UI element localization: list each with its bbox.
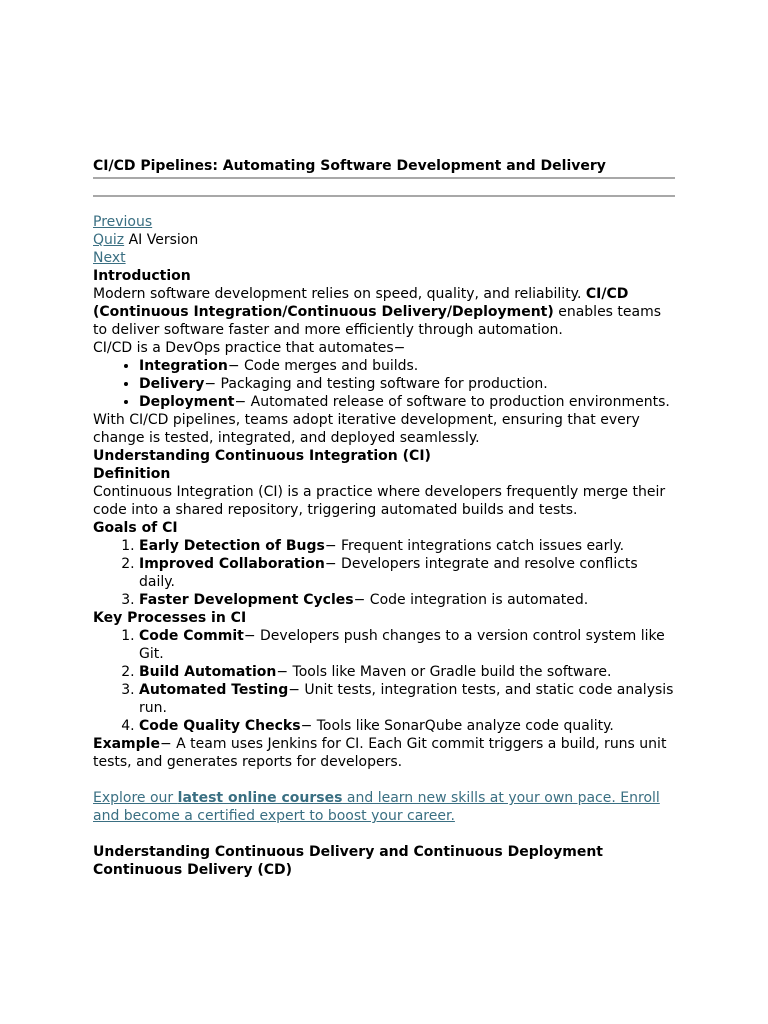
list-item-text: − Frequent integrations catch issues early. — [324, 538, 625, 554]
ci-definition-text: Continuous Integration (CI) is a practice where developers frequently merge their code into a shared repository, triggering automated builds and tests. — [93, 484, 666, 518]
list-item-text: − Code merges and builds. — [227, 358, 419, 374]
list-item-term: Improved Collaboration — [139, 556, 325, 572]
promo-text-a: Explore our — [93, 790, 178, 806]
list-item — [139, 681, 675, 717]
promo-paragraph — [93, 789, 675, 825]
list-item-term: Delivery — [139, 376, 205, 392]
list-item-text: − Packaging and testing software for production. — [204, 376, 548, 392]
ci-example — [93, 735, 675, 771]
ci-processes-heading: Key Processes in CI — [93, 610, 247, 626]
list-item — [139, 555, 675, 591]
ci-definition-heading: Definition — [93, 466, 171, 482]
list-item — [139, 663, 675, 681]
promo-link[interactable] — [93, 790, 660, 824]
list-item-text: − Tools like Maven or Gradle build the software. — [276, 664, 612, 680]
quiz-link[interactable]: Quiz — [93, 232, 125, 248]
promo-text-bold: latest online courses — [177, 790, 343, 806]
list-item-text: − Tools like SonarQube analyze code quality. — [300, 718, 614, 734]
list-item-term: Code Quality Checks — [139, 718, 301, 734]
intro-bullet-list — [93, 357, 675, 411]
ci-goals-list — [93, 537, 675, 609]
list-item-text: − Developers push changes to a version control system like Git. — [139, 628, 665, 662]
intro-text-b: enables teams to deliver software faster and more efficiently through automation. — [93, 304, 662, 338]
nav-previous-row — [93, 213, 675, 231]
nav-next-row — [93, 249, 675, 267]
example-text: − A team uses Jenkins for CI. Each Git commit triggers a build, runs unit tests, and generates reports for developers. — [93, 736, 667, 770]
list-item — [139, 393, 675, 411]
list-item-text: − Code integration is automated. — [353, 592, 589, 608]
ai-version-label: AI Version — [124, 232, 199, 248]
intro-heading: Introduction — [93, 268, 191, 284]
intro-text-bold: CI/CD (Continuous Integration/Continuous Delivery/Deployment) — [93, 286, 629, 320]
page-title: CI/CD Pipelines: Automating Software Development and Delivery — [93, 158, 606, 174]
list-item-text: − Developers integrate and resolve conflicts daily. — [139, 556, 638, 590]
ci-goals-heading: Goals of CI — [93, 520, 178, 536]
ci-heading: Understanding Continuous Integration (CI) — [93, 448, 431, 464]
list-item-term: Deployment — [139, 394, 235, 410]
nav-divider — [93, 195, 675, 197]
intro-automates: CI/CD is a DevOps practice that automates− — [93, 340, 406, 356]
previous-link[interactable]: Previous — [93, 214, 153, 230]
list-item-text: − Unit tests, integration tests, and static code analysis run. — [139, 682, 674, 716]
list-item-term: Early Detection of Bugs — [139, 538, 325, 554]
list-item-term: Integration — [139, 358, 228, 374]
list-item — [139, 591, 675, 609]
list-item-term: Automated Testing — [139, 682, 289, 698]
next-link[interactable]: Next — [93, 250, 126, 266]
list-item-term: Faster Development Cycles — [139, 592, 354, 608]
intro-text-a: Modern software development relies on speed, quality, and reliability. — [93, 286, 586, 302]
title-divider — [93, 177, 675, 179]
list-item-term: Code Commit — [139, 628, 244, 644]
list-item-text: − Automated release of software to production environments. — [234, 394, 670, 410]
cd-subheading: Continuous Delivery (CD) — [93, 862, 293, 878]
promo-text-b: and learn new skills at your own pace. Enroll and become a certified expert to boost your career. — [93, 790, 660, 824]
nav-quiz-row — [93, 231, 675, 249]
list-item — [139, 627, 675, 663]
list-item — [139, 375, 675, 393]
list-item-term: Build Automation — [139, 664, 277, 680]
list-item — [139, 717, 675, 735]
intro-paragraph — [93, 285, 675, 339]
cd-heading: Understanding Continuous Delivery and Continuous Deployment — [93, 844, 604, 860]
example-term: Example — [93, 736, 160, 752]
intro-closing: With CI/CD pipelines, teams adopt iterative development, ensuring that every change is tested, integrated, and deployed seamlessly. — [93, 412, 640, 446]
list-item — [139, 537, 675, 555]
list-item — [139, 357, 675, 375]
ci-processes-list — [93, 627, 675, 735]
